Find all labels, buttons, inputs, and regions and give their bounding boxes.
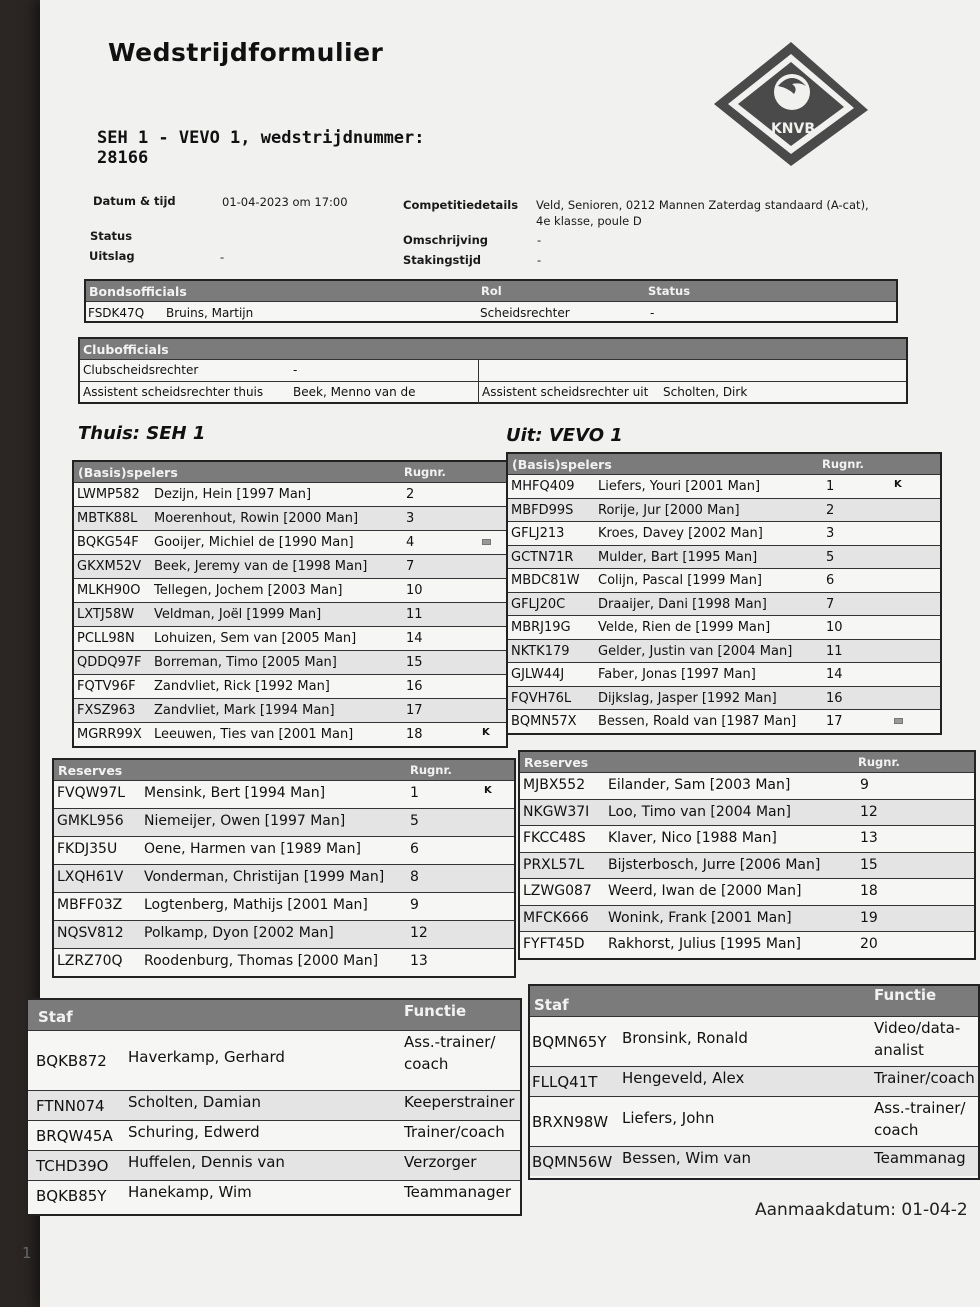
staff-name: Huffelen, Dennis van — [128, 1153, 285, 1171]
table-row — [520, 772, 974, 799]
staff-functie-line2: coach — [874, 1121, 919, 1139]
table-row — [74, 482, 506, 506]
player-name: Bijsterbosch, Jurre [2006 Man] — [608, 856, 821, 873]
player-code: BQMN57X — [511, 714, 577, 729]
staf-header-label: Staf — [38, 1008, 73, 1026]
table-row — [74, 578, 506, 602]
player-name: Lohuizen, Sem van [2005 Man] — [154, 631, 357, 646]
player-name: Dezijn, Hein [1997 Man] — [154, 487, 312, 502]
player-code: MJBX552 — [523, 777, 586, 793]
player-rugnr: 12 — [410, 925, 428, 941]
player-name: Kroes, Davey [2002 Man] — [598, 526, 763, 541]
table-row — [54, 864, 514, 892]
bondsofficials-table — [84, 279, 898, 323]
table-row — [508, 615, 940, 639]
player-name: Liefers, Youri [2001 Man] — [598, 479, 761, 494]
player-code: FKDJ35U — [57, 841, 118, 857]
player-name: Dijkslag, Jasper [1992 Man] — [598, 690, 777, 706]
staff-functie: Teammanager — [404, 1183, 512, 1201]
home-reserves-header — [54, 760, 514, 780]
staff-code: BQKB872 — [36, 1052, 107, 1070]
table-row — [54, 948, 514, 976]
player-rugnr: 5 — [410, 813, 419, 829]
staf-header-label: Staf — [534, 996, 569, 1014]
player-name: Veldman, Joël [1999 Man] — [154, 607, 322, 622]
player-code: GFLJ20C — [511, 596, 566, 612]
player-name: Wonink, Frank [2001 Man] — [608, 909, 792, 926]
player-code: LXQH61V — [57, 869, 124, 885]
player-rugnr: 14 — [826, 667, 843, 682]
player-code: LZRZ70Q — [57, 953, 123, 969]
players-header-label: (Basis)spelers — [512, 457, 612, 472]
reserves-header-label: Reserves — [524, 755, 589, 770]
uitslag-label: Uitslag — [89, 249, 135, 263]
table-row — [508, 639, 940, 663]
clubscheidsrechter-value: - — [293, 363, 298, 377]
player-name: Eilander, Sam [2003 Man] — [608, 777, 791, 793]
player-code: QDDQ97F — [77, 655, 142, 670]
staff-functie-line2: coach — [404, 1055, 449, 1073]
player-rugnr: 5 — [826, 549, 835, 565]
table-row — [520, 825, 974, 852]
player-rugnr: 15 — [860, 856, 878, 873]
player-rugnr: 17 — [826, 714, 843, 729]
away-players-header — [508, 454, 940, 474]
player-rugnr: 7 — [826, 596, 835, 612]
captain-mark: K — [482, 727, 490, 738]
staff-functie: Keeperstrainer — [404, 1093, 515, 1111]
player-rugnr: 9 — [410, 897, 419, 913]
table-row — [520, 905, 974, 932]
table-row — [520, 852, 974, 879]
player-name: Moerenhout, Rowin [2000 Man] — [154, 511, 359, 526]
player-rugnr: 10 — [826, 620, 843, 635]
table-row — [74, 530, 506, 554]
staff-functie-line2: analist — [874, 1041, 924, 1059]
player-rugnr: 9 — [860, 777, 869, 793]
player-rugnr: 18 — [406, 727, 423, 742]
table-row — [74, 698, 506, 722]
clubofficials-title: Clubofficials — [83, 342, 169, 357]
player-name: Vonderman, Christijan [1999 Man] — [144, 869, 385, 885]
player-code: MFCK666 — [523, 909, 589, 926]
away-reserves-table — [518, 750, 976, 960]
player-code: PCLL98N — [77, 631, 135, 646]
rugnr-header: Rugnr. — [404, 465, 446, 479]
table-row — [54, 808, 514, 836]
clubofficials-table — [78, 337, 908, 404]
stakingstijd-label: Stakingstijd — [403, 253, 482, 267]
player-rugnr: 1 — [826, 479, 835, 494]
document-title: Wedstrijdformulier — [108, 38, 384, 67]
table-row — [520, 878, 974, 905]
table-row — [74, 650, 506, 674]
player-rugnr: 11 — [406, 607, 423, 622]
table-row — [28, 1090, 520, 1120]
player-code: LWMP582 — [77, 487, 140, 502]
player-code: MLKH90O — [77, 583, 141, 598]
player-code: MBTK88L — [77, 511, 138, 526]
player-code: GFLJ213 — [511, 526, 565, 541]
staff-functie: Video/data- — [874, 1019, 961, 1037]
player-code: GMKL956 — [57, 813, 124, 829]
table-row — [530, 1016, 978, 1066]
player-name: Colijn, Pascal [1999 Man] — [598, 573, 763, 588]
player-rugnr: 16 — [826, 690, 843, 706]
player-rugnr: 1 — [410, 785, 419, 801]
player-name: Klaver, Nico [1988 Man] — [608, 830, 777, 846]
players-header-label: (Basis)spelers — [78, 465, 178, 480]
player-rugnr: 14 — [406, 631, 423, 646]
player-name: Rorije, Jur [2000 Man] — [598, 502, 740, 518]
competitie-value-2: 4e klasse, poule D — [536, 214, 642, 228]
captain-mark: K — [894, 479, 902, 490]
competitie-label: Competitiedetails — [403, 198, 519, 212]
staff-name: Bessen, Wim van — [622, 1149, 752, 1167]
home-staf-table — [26, 998, 522, 1216]
player-rugnr: 15 — [406, 655, 423, 670]
player-rugnr: 11 — [826, 643, 843, 659]
omschrijving-label: Omschrijving — [403, 233, 489, 247]
player-code: FXSZ963 — [77, 703, 136, 718]
table-row — [80, 381, 906, 403]
table-row — [508, 498, 940, 522]
player-code: FQVH76L — [511, 690, 572, 706]
staff-code: FLLQ41T — [532, 1073, 598, 1091]
table-row — [28, 1150, 520, 1180]
staff-functie: Verzorger — [404, 1153, 477, 1171]
functie-header: Functie — [874, 986, 937, 1004]
table-row — [74, 674, 506, 698]
table-row — [28, 1180, 520, 1210]
home-players-header — [74, 462, 506, 482]
player-rugnr: 18 — [860, 883, 878, 899]
player-name: Polkamp, Dyon [2002 Man] — [144, 925, 334, 941]
table-row — [508, 592, 940, 616]
player-rugnr: 17 — [406, 703, 423, 718]
player-name: Roodenburg, Thomas [2000 Man] — [144, 953, 379, 969]
assistent-thuis-label: Assistent scheidsrechter thuis — [83, 385, 264, 399]
table-row — [74, 602, 506, 626]
player-name: Bessen, Roald van [1987 Man] — [598, 714, 797, 729]
player-code: MHFQ409 — [511, 479, 575, 494]
player-code: MBFF03Z — [57, 897, 123, 913]
player-code: MBDC81W — [511, 573, 580, 588]
omschrijving-value: - — [537, 233, 542, 247]
table-row — [28, 1030, 520, 1090]
staff-name: Hengeveld, Alex — [622, 1069, 745, 1087]
match-title — [97, 128, 517, 168]
table-row — [54, 892, 514, 920]
staff-name: Liefers, John — [622, 1109, 715, 1127]
player-code: FQTV96F — [77, 679, 136, 694]
table-row — [508, 521, 940, 545]
table-row — [530, 1146, 978, 1176]
player-name: Weerd, Iwan de [2000 Man] — [608, 883, 802, 899]
player-code: GCTN71R — [511, 549, 574, 565]
staff-functie: Trainer/coach — [874, 1069, 975, 1087]
staff-name: Schuring, Edwerd — [128, 1123, 260, 1141]
staff-code: BQKB85Y — [36, 1187, 107, 1205]
player-name: Mensink, Bert [1994 Man] — [144, 785, 326, 801]
staff-functie: Ass.-trainer/ — [404, 1033, 496, 1051]
player-rugnr: 2 — [826, 502, 835, 518]
player-code: NKGW37I — [523, 803, 590, 820]
player-name: Rakhorst, Julius [1995 Man] — [608, 936, 801, 952]
player-rugnr: 19 — [860, 909, 878, 926]
table-row — [80, 359, 906, 381]
knvb-logo — [712, 40, 870, 168]
player-name: Tellegen, Jochem [2003 Man] — [154, 583, 343, 598]
player-name: Gelder, Justin van [2004 Man] — [598, 643, 793, 659]
staff-code: BQMN56W — [532, 1153, 613, 1171]
official-rol: Scheidsrechter — [480, 306, 570, 320]
player-name: Loo, Timo van [2004 Man] — [608, 803, 791, 820]
table-row — [508, 545, 940, 569]
staff-code: BRQW45A — [36, 1127, 113, 1145]
player-rugnr: 13 — [860, 830, 878, 846]
staff-name: Hanekamp, Wim — [128, 1183, 252, 1201]
staff-code: BRXN98W — [532, 1113, 609, 1131]
staff-name: Bronsink, Ronald — [622, 1029, 748, 1047]
rol-header: Rol — [481, 284, 502, 298]
reserves-rugnr-header: Rugnr. — [410, 763, 452, 777]
staff-functie: Trainer/coach — [404, 1123, 505, 1141]
home-staf-header — [28, 1000, 520, 1030]
logo-text: KNVB — [770, 121, 816, 137]
player-code: NQSV812 — [57, 925, 124, 941]
staff-code: BQMN65Y — [532, 1033, 607, 1051]
functie-header: Functie — [404, 1002, 467, 1020]
table-row — [508, 568, 940, 592]
player-name: Mulder, Bart [1995 Man] — [598, 549, 758, 565]
player-name: Leeuwen, Ties van [2001 Man] — [154, 727, 354, 742]
match-number: 28166 — [97, 148, 149, 168]
player-code: MGRR99X — [77, 727, 142, 742]
staff-name: Scholten, Damian — [128, 1093, 261, 1111]
table-row — [508, 474, 940, 498]
uitslag-value: - — [220, 250, 225, 264]
player-rugnr: 2 — [406, 487, 415, 502]
player-rugnr: 13 — [410, 953, 428, 969]
table-row — [74, 626, 506, 650]
official-name: Bruins, Martijn — [166, 306, 254, 320]
table-row — [74, 722, 506, 746]
player-code: NKTK179 — [511, 643, 570, 659]
player-name: Zandvliet, Rick [1992 Man] — [154, 679, 330, 694]
stakingstijd-value: - — [537, 253, 542, 267]
player-code: LXTJ58W — [77, 607, 135, 622]
player-name: Oene, Harmen van [1989 Man] — [144, 841, 361, 857]
away-staf-header — [530, 986, 978, 1016]
assistent-uit-value: Scholten, Dirk — [663, 385, 748, 399]
datum-label: Datum & tijd — [93, 194, 176, 208]
away-team-title: Uit: VEVO 1 — [506, 425, 623, 446]
table-row — [508, 686, 940, 710]
player-code: FYFT45D — [523, 936, 585, 952]
staff-functie: Ass.-trainer/ — [874, 1099, 966, 1117]
table-row — [520, 931, 974, 958]
assistent-thuis-value: Beek, Menno van de — [293, 385, 416, 399]
reserves-rugnr-header: Rugnr. — [858, 755, 900, 769]
player-code: PRXL57L — [523, 856, 585, 873]
player-code: GJLW44J — [511, 667, 565, 682]
table-row — [74, 506, 506, 530]
status-label: Status — [90, 229, 133, 243]
official-status: - — [650, 306, 655, 320]
player-name: Borreman, Timo [2005 Man] — [154, 655, 337, 670]
table-row — [530, 1066, 978, 1096]
staff-code: FTNN074 — [36, 1097, 105, 1115]
player-rugnr: 20 — [860, 936, 878, 952]
player-code: MBRJ19G — [511, 620, 571, 635]
player-name: Gooijer, Michiel de [1990 Man] — [154, 535, 354, 550]
clubscheidsrechter-label: Clubscheidsrechter — [83, 363, 199, 377]
captain-mark: K — [484, 785, 492, 796]
aanmaakdatum: Aanmaakdatum: 01-04-2 — [755, 1200, 968, 1220]
player-name: Velde, Rien de [1999 Man] — [598, 620, 771, 635]
table-row — [54, 836, 514, 864]
table-row — [28, 1120, 520, 1150]
player-name: Logtenberg, Mathijs [2001 Man] — [144, 897, 368, 913]
player-rugnr: 10 — [406, 583, 423, 598]
player-code: FVQW97L — [57, 785, 126, 801]
player-name: Zandvliet, Mark [1994 Man] — [154, 703, 335, 718]
bondsofficials-header — [86, 281, 896, 301]
assistent-uit-label: Assistent scheidsrechter uit — [482, 385, 649, 399]
player-name: Draaijer, Dani [1998 Man] — [598, 596, 767, 612]
away-players-table — [506, 452, 942, 735]
player-name: Beek, Jeremy van de [1998 Man] — [154, 559, 368, 574]
player-code: FKCC48S — [523, 830, 586, 846]
status-header: Status — [648, 284, 691, 298]
player-name: Niemeijer, Owen [1997 Man] — [144, 813, 346, 829]
player-rugnr: 6 — [826, 573, 835, 588]
table-row — [508, 662, 940, 686]
keeper-card-icon — [482, 539, 491, 545]
player-code: LZWG087 — [523, 883, 592, 899]
table-row — [54, 920, 514, 948]
player-name: Faber, Jonas [1997 Man] — [598, 667, 756, 682]
player-rugnr: 6 — [410, 841, 419, 857]
staff-name: Haverkamp, Gerhard — [128, 1048, 285, 1066]
away-reserves-header — [520, 752, 974, 772]
player-rugnr: 4 — [406, 535, 415, 550]
staff-functie: Teammanag — [874, 1149, 966, 1167]
home-players-table — [72, 460, 508, 748]
datum-value: 01-04-2023 om 17:00 — [222, 195, 348, 209]
player-code: GKXM52V — [77, 559, 142, 574]
rugnr-header: Rugnr. — [822, 457, 864, 471]
table-row — [54, 780, 514, 808]
clubofficials-header — [80, 339, 906, 359]
page-number: 1 — [22, 1244, 32, 1262]
player-code: BQKG54F — [77, 535, 139, 550]
table-row — [74, 554, 506, 578]
player-rugnr: 3 — [826, 526, 835, 541]
player-rugnr: 12 — [860, 803, 878, 820]
table-row — [520, 799, 974, 826]
player-rugnr: 3 — [406, 511, 415, 526]
table-row — [86, 301, 896, 325]
away-staf-table — [528, 984, 980, 1180]
official-code: FSDK47Q — [88, 306, 145, 320]
keeper-card-icon — [894, 718, 903, 724]
player-rugnr: 7 — [406, 559, 415, 574]
player-code: MBFD99S — [511, 502, 574, 518]
match-title-line1: SEH 1 - VEVO 1, wedstrijdnummer: — [97, 128, 425, 148]
table-row — [508, 709, 940, 733]
home-reserves-table — [52, 758, 516, 978]
player-rugnr: 16 — [406, 679, 423, 694]
competitie-value-1: Veld, Senioren, 0212 Mannen Zaterdag standaard (A-cat), — [536, 198, 869, 212]
player-rugnr: 8 — [410, 869, 419, 885]
table-row — [530, 1096, 978, 1146]
bondsofficials-title: Bondsofficials — [89, 284, 187, 299]
home-team-title: Thuis: SEH 1 — [78, 423, 206, 444]
reserves-header-label: Reserves — [58, 763, 123, 778]
staff-code: TCHD39O — [36, 1157, 109, 1175]
